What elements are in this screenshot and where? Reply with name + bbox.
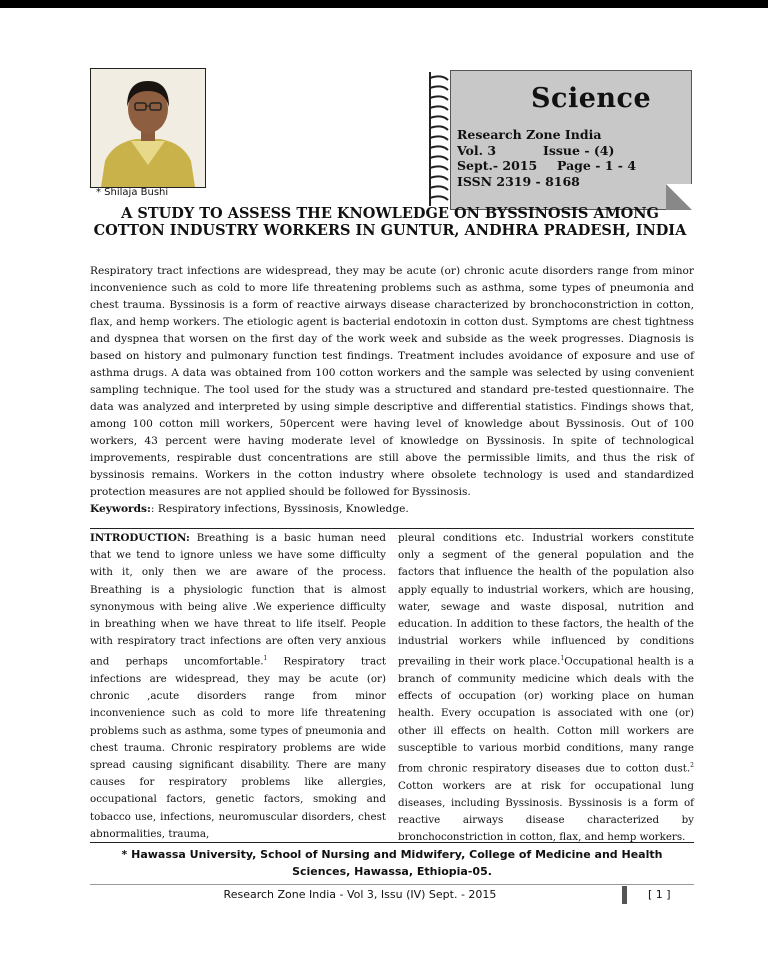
page-footer: Research Zone India - Vol 3, Issu (IV) Sept. - 2015 [223, 888, 497, 901]
right-paragraph-2: Occupational health is a branch of community medicine which deals with the effects of occupation (or) working place on human health. Every occupation is associated with one (or) other ill effects on health. Cotton mill workers are susceptible to various morbid conditions, many range from chronic respiratory diseases due to cotton dust. [398, 655, 695, 775]
divider [90, 842, 694, 843]
journal-info-card [450, 70, 692, 210]
page-number: [ 1 ] [648, 888, 671, 901]
journal-publisher: Research Zone India [457, 127, 602, 142]
citation: 1 [263, 655, 268, 663]
divider [90, 884, 694, 885]
abstract [90, 263, 694, 518]
keywords: : Respiratory infections, Byssinosis, Knowledge. [150, 503, 409, 515]
citation: 2 [690, 762, 694, 770]
journal-title: Science [531, 83, 652, 114]
journal-details [457, 127, 636, 189]
citation: 1 [560, 655, 565, 663]
affiliation-line-2: Sciences, Hawassa, Ethiopia-05. [292, 865, 492, 878]
affiliation-line-1: * Hawassa University, School of Nursing and Midwifery, College of Medicine and Health [121, 848, 663, 861]
top-border [0, 0, 768, 8]
right-paragraph-3: Cotton workers are at risk for occupational lung diseases, including Byssinosis. Byssinosis is a form of reactive airways disease characterized by bronchoconstriction in cotton, flax, and hemp workers. [398, 779, 694, 844]
right-paragraph-1: pleural conditions etc. Industrial workers constitute only a segment of the general population and the factors that influence the health of the population also apply equally to industrial workers, which are housing, water, sewage and waste disposal, nutrition and education. In addition to these factors, the health of the industrial workers while influenced by conditions prevailing in their work place. [398, 532, 694, 668]
keywords-label: Keywords: [90, 503, 151, 515]
journal-issue: Issue - (4) [543, 142, 615, 158]
affiliation [90, 846, 694, 880]
journal-issn: ISSN 2319 - 8168 [457, 173, 580, 189]
journal-pages: Page - 1 - 4 [557, 158, 637, 173]
journal-date: Sept.- 2015 [457, 158, 538, 173]
body-column-left [90, 530, 386, 843]
intro-paragraph-2: Respiratory tract infections are widespread, they may be acute (or) chronic ,acute disorders range from minor inconvenience such as cold to more life threatening problems such as asthma, some types of pneumonia and chest trauma. Chronic respiratory problems are wide spread causing significant disability. There are many causes for respiratory problems like allergies, occupational factors, genetic factors, smoking and tobacco use, infections, neuromuscular disorders, chest abnormalities, trauma, [90, 655, 386, 840]
body-column-right [398, 530, 694, 847]
abstract-text: Respiratory tract infections are widespread, they may be acute (or) chronic acute disorders range from minor inconvenience such as cold to more life threatening problems such as asthma, some types of pneumonia and chest trauma. Byssinosis is a form of reactive airways disease characterized by bronchoconstriction in cotton, flax, and hemp workers. The etiologic agent is bacterial endotoxin in cotton dust. Symptoms are chest tightness and dyspnea that worsen on the first day of the work week and subside as the week progresses. Diagnosis is based on history and pulmonary function test findings. Treatment includes avoidance of exposure and use of asthma drugs. A data was obtained from 100 cotton workers and the sample was selected by using convenient sampling technique. The tool used for the study was a structured and standard pre-tested questionnaire. The data was analyzed and interpreted by using simple descriptive and differential statistics. Findings shows that, among 100 cotton mill workers, 50percent were having level of knowledge about Byssinosis. Out of 100 workers, 43 percent were having moderate level of knowledge on Byssinosis. In spite of technological improvements, respirable dust concentrations are still above the permissible limits, and thus the risk of byssinosis remains. Workers in the cotton industry where obsolete technology is used and standardized protection measures are not applied should be followed for Byssinosis. [90, 265, 694, 498]
author-name: * Shilaja Bushi [96, 187, 169, 198]
author-photo [90, 68, 206, 188]
footer-bar [622, 886, 627, 904]
article-title: A STUDY TO ASSESS THE KNOWLEDGE ON BYSSINOSIS AMONG COTTON INDUSTRY WORKERS IN GUNTUR, ANDHRA PRADESH, INDIA [93, 205, 687, 239]
divider [90, 528, 694, 529]
notebook-spiral-icon [428, 68, 450, 210]
intro-paragraph: Breathing is a basic human need that we tend to ignore unless we have some difficulty with it, only then we are aware of the process. Breathing is a physiologic function that is almost synonymous with being alive .We experience difficulty in breathing when we have threat to life itself. People with respiratory tract infections are often very anxious and perhaps uncomfortable. [90, 532, 386, 668]
journal-volume: Vol. 3 [457, 142, 497, 158]
intro-heading: INTRODUCTION: [90, 532, 190, 544]
